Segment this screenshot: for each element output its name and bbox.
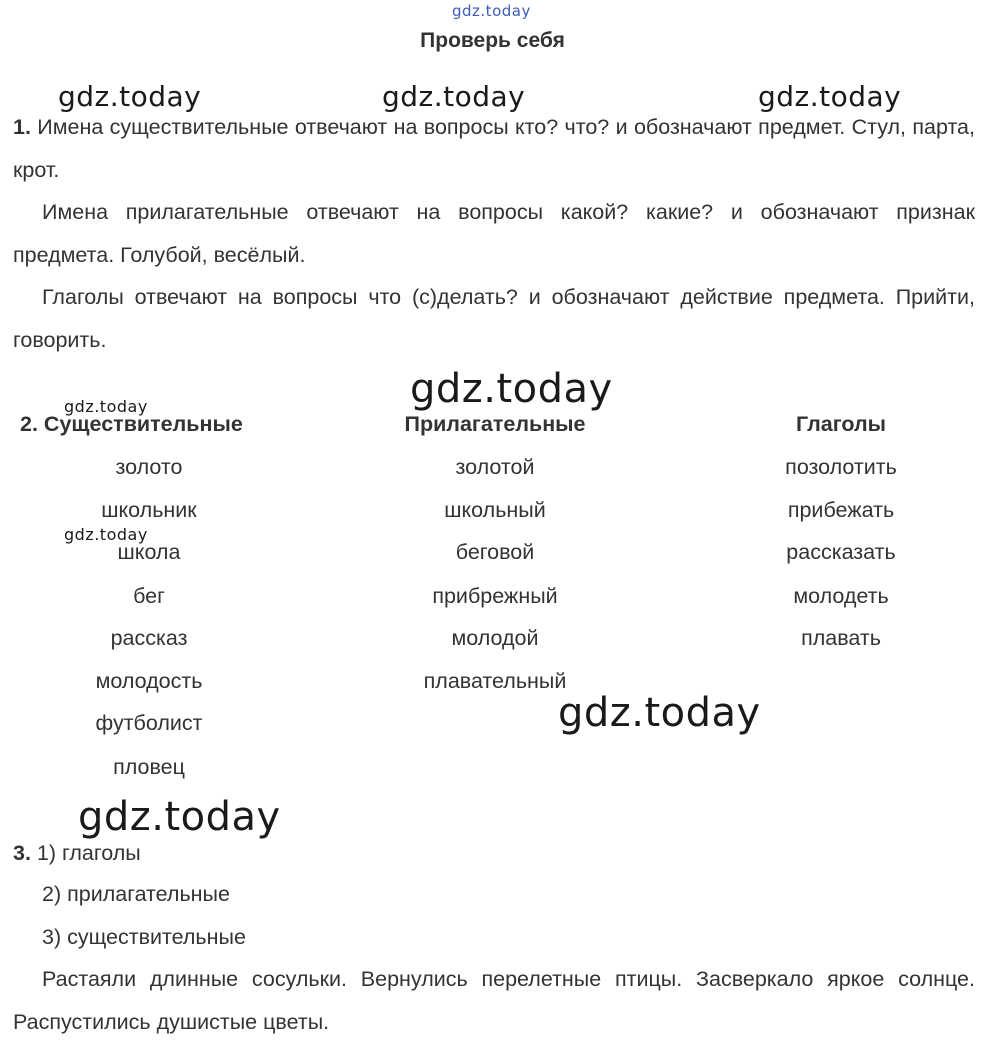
noun-word: молодость xyxy=(95,669,203,693)
noun-word: школа xyxy=(117,540,181,564)
task1-para3: Глаголы отвечают на вопросы что (с)делать? и обозначают действие предмета. Прийти, говорить. xyxy=(13,285,975,352)
watermark: gdz.today xyxy=(64,525,148,544)
noun-word: рассказ xyxy=(110,626,188,650)
task3-number: 3. xyxy=(13,841,31,865)
noun-word: школьник xyxy=(101,498,197,522)
task1-para1-text: Имена существительные отвечают на вопросы кто? что? и обозначают предмет. Стул, парта, крот. xyxy=(13,115,975,182)
watermark: gdz.today xyxy=(758,80,902,113)
adjective-word: школьный xyxy=(444,498,546,522)
verb-word: рассказать xyxy=(786,540,896,564)
task3-item3: 3) существительные xyxy=(42,925,246,949)
noun-word: бег xyxy=(133,584,165,608)
task2-number: 2. xyxy=(20,412,38,436)
verb-word: позолотить xyxy=(785,455,897,479)
task3-item-text: 1) глаголы xyxy=(36,841,141,865)
watermark-top: gdz.today xyxy=(452,2,531,20)
adjective-word: плавательный xyxy=(423,669,567,693)
task1-para1 xyxy=(13,106,975,192)
verb-word: плавать xyxy=(801,626,881,650)
watermark: gdz.today xyxy=(58,80,202,113)
noun-word: золото xyxy=(115,455,183,479)
task1-number: 1. xyxy=(13,115,31,139)
column-header-verbs: Глаголы xyxy=(795,412,887,436)
watermark: gdz.today xyxy=(64,397,148,416)
watermark: gdz.today xyxy=(78,794,281,840)
verb-word: молодеть xyxy=(793,584,889,608)
noun-word: пловец xyxy=(113,755,185,779)
task3-item2: 2) прилагательные xyxy=(42,882,230,906)
task2-header-col1 xyxy=(20,412,243,437)
page-title: Проверь себя xyxy=(420,29,565,52)
task1-para2: Имена прилагательные отвечают на вопросы какой? какие? и обозначают признак предмета. Голубой, весёлый. xyxy=(13,200,975,267)
adjective-word: золотой xyxy=(455,455,535,479)
noun-word: футболист xyxy=(95,711,203,735)
task3-item1 xyxy=(13,841,141,866)
column-header-nouns: Существительные xyxy=(43,412,243,436)
task3-text: Растаяли длинные сосульки. Вернулись перелетные птицы. Засверкало яркое солнце. Распустились душистые цветы. xyxy=(13,967,975,1034)
watermark: gdz.today xyxy=(382,80,526,113)
adjective-word: прибрежный xyxy=(432,584,558,608)
watermark: gdz.today xyxy=(558,690,761,736)
column-header-adjectives: Прилагательные xyxy=(404,412,586,436)
adjective-word: молодой xyxy=(451,626,539,650)
verb-word: прибежать xyxy=(787,498,895,522)
adjective-word: беговой xyxy=(455,540,535,564)
watermark: gdz.today xyxy=(410,366,613,412)
